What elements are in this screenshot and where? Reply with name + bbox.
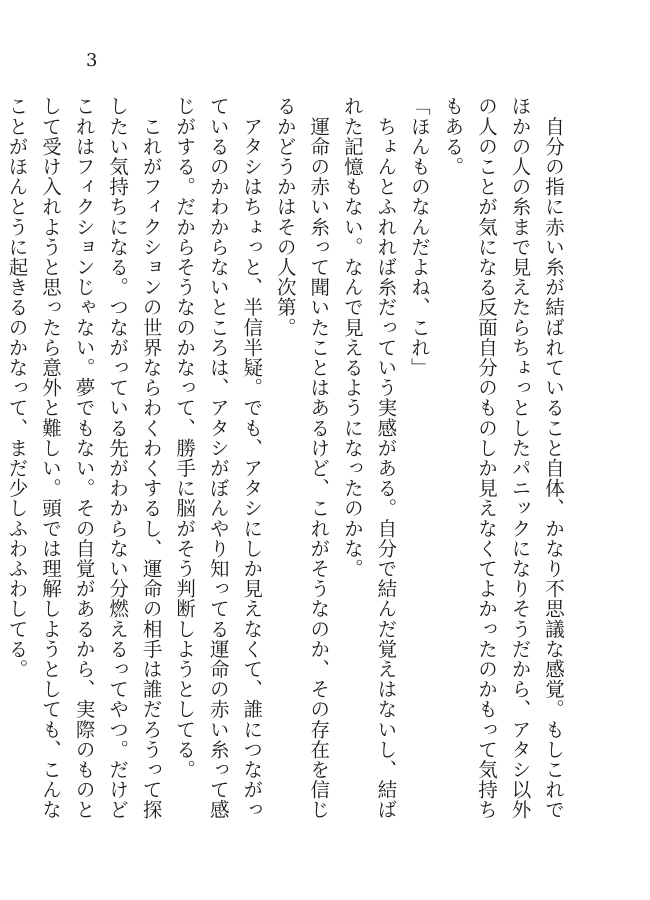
paragraph: 運命の赤い糸って聞いたことはあるけど、これがそうなのか、その存在を信じるかどうかはその人次第。 (273, 96, 331, 820)
paragraph: これがフィクションの世界ならわくわくするし、運命の相手は誰だろうって探したい気持ちになる。つながっている先がわからない分燃えるってやつ。だけどこれはフィクションじゃない。夢でもない。その自覚があるから、実際のものとして受け入れようと思ったら意外と難しい。頭では理解しようとしても、こんなことがほんとうに起きるのかなって、まだ少しふわふわしてる。 (5, 96, 163, 820)
paragraph: ちょんとふれれば糸だっていう実感がある。自分で結んだ覚えはないし、結ばれた記憶もない。なんで見えるようになったのかな。 (340, 96, 398, 820)
paragraph: アタシはちょっと、半信半疑。でも、アタシにしか見えなくて、誰につながっているのかわからないところは、アタシがぼんやり知ってる運命の赤い糸って感じがする。だからそうなのかなって、勝手に脳がそう判断しようとしてる。 (173, 96, 264, 820)
page-number: 3 (86, 50, 98, 71)
dialogue-line: 「ほんものなんだよね、これ」 (407, 96, 431, 378)
vertical-text-body (0, 96, 570, 836)
paragraph: 自分の指に赤い糸が結ばれていること自体、かなり不思議な感覚。もしこれでほかの人の糸まで見えたらちょっとしたパニックになりそうだから、アタシ以外の人のことが気になる反面自分のものしか見えなくてよかったのかもって気持ちもある。 (441, 96, 565, 820)
